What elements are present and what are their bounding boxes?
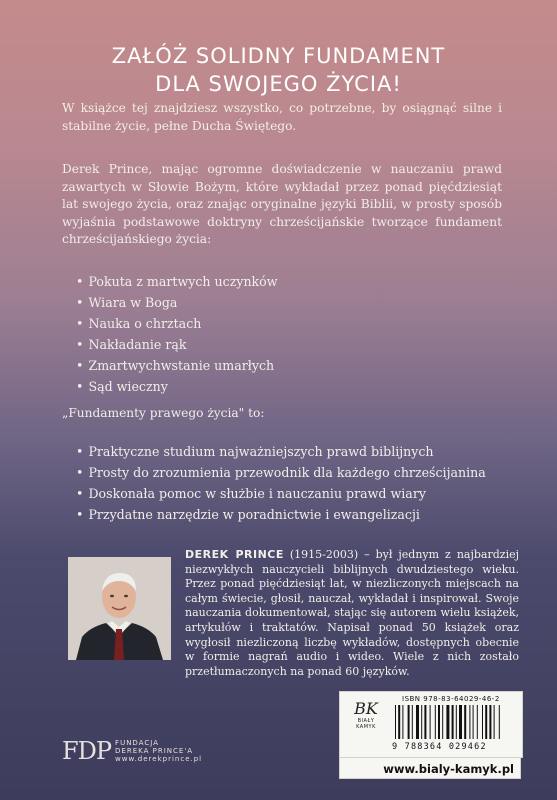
publisher-line-2: DEREKA PRINCE'A: [115, 747, 194, 755]
barcode-bars: [395, 705, 513, 741]
bialy-kamyk-logo: [346, 700, 386, 730]
list-item: • Przydatne narzędzie w poradnictwie i ewangelizacji: [76, 504, 516, 525]
barcode-panel: [339, 691, 523, 758]
author-bio-text: (1915-2003) – był jednym z najbardziej niezwykłych nauczycieli biblijnych dwudziestego wieku. Przez ponad pięćdziesiąt lat, w niezliczonych miejscach na całym świecie, głosił, nauczał, wykładał i inspirował. Swoje nauczania dokumentował, stając się autorem wielu książek, artykułów i traktatów. Napisał ponad 50 książek oraz wygłosił niezliczoną liczbę wykładów, dostępnych obecnie w formie nagrań audio i wideo. Wiele z nich zostało przetłumaczonych na ponad 60 języków.: [185, 548, 520, 678]
intro-paragraph: W książce tej znajdziesz wszystko, co potrzebne, by osiągnąć silne i stabilne życie, pełne Ducha Świętego.: [62, 101, 502, 133]
list-item: • Pokuta z martwych uczynków: [76, 271, 516, 292]
publisher-logo: [62, 736, 202, 766]
barcode-number: 9 788364 029462: [392, 742, 487, 752]
fdp-logo-mark: FDP: [62, 737, 112, 765]
list-item: • Nauka o chrztach: [76, 313, 516, 334]
bk-line-2: KAMYK: [356, 724, 376, 730]
isbn-label: ISBN 978-83-64029-46-2: [402, 695, 500, 703]
headline-line-2: DLA SWOJEGO ŻYCIA!: [155, 72, 402, 96]
author-photo: [68, 557, 171, 660]
book-intro: „Fundamenty prawego życia" to:: [62, 406, 265, 420]
author-name: DEREK PRINCE: [185, 548, 284, 561]
headline-line-1: ZAŁÓŻ SOLIDNY FUNDAMENT: [111, 44, 446, 68]
bk-line-1: BIAŁY: [357, 718, 375, 724]
doctrines-list: [76, 271, 516, 397]
list-item: • Doskonała pomoc w służbie i nauczaniu prawd wiary: [76, 483, 516, 504]
list-item: • Nakładanie rąk: [76, 334, 516, 355]
list-item: • Wiara w Boga: [76, 292, 516, 313]
features-list: [76, 441, 516, 525]
back-cover-headline: [0, 42, 557, 98]
list-item: • Prosty do zrozumienia przewodnik dla każdego chrześcijanina: [76, 462, 516, 483]
description-paragraph: Derek Prince, mając ogromne doświadczenie w nauczaniu prawd zawartych w Słowie Bożym, które wykładał przez ponad pięćdziesiąt lat swojego życia, oraz znając oryginalne języki Biblii, w prosty sposób wyjaśnia podstawowe doktryny chrześcijańskie tworzące fundament chrześcijańskiego życia:: [62, 162, 502, 246]
bk-glyph: BK: [354, 699, 378, 718]
publisher-name: [115, 739, 202, 763]
list-item: • Sąd wieczny: [76, 376, 516, 397]
publisher-website[interactable]: www.bialy-kamyk.pl: [339, 757, 521, 779]
list-item: • Praktyczne studium najważniejszych prawd biblijnych: [76, 441, 516, 462]
author-bio: [185, 548, 519, 679]
list-item: • Zmartwychwstanie umarłych: [76, 355, 516, 376]
publisher-url: www.derekprince.pl: [115, 755, 203, 763]
publisher-line-1: FUNDACJA: [115, 739, 159, 747]
